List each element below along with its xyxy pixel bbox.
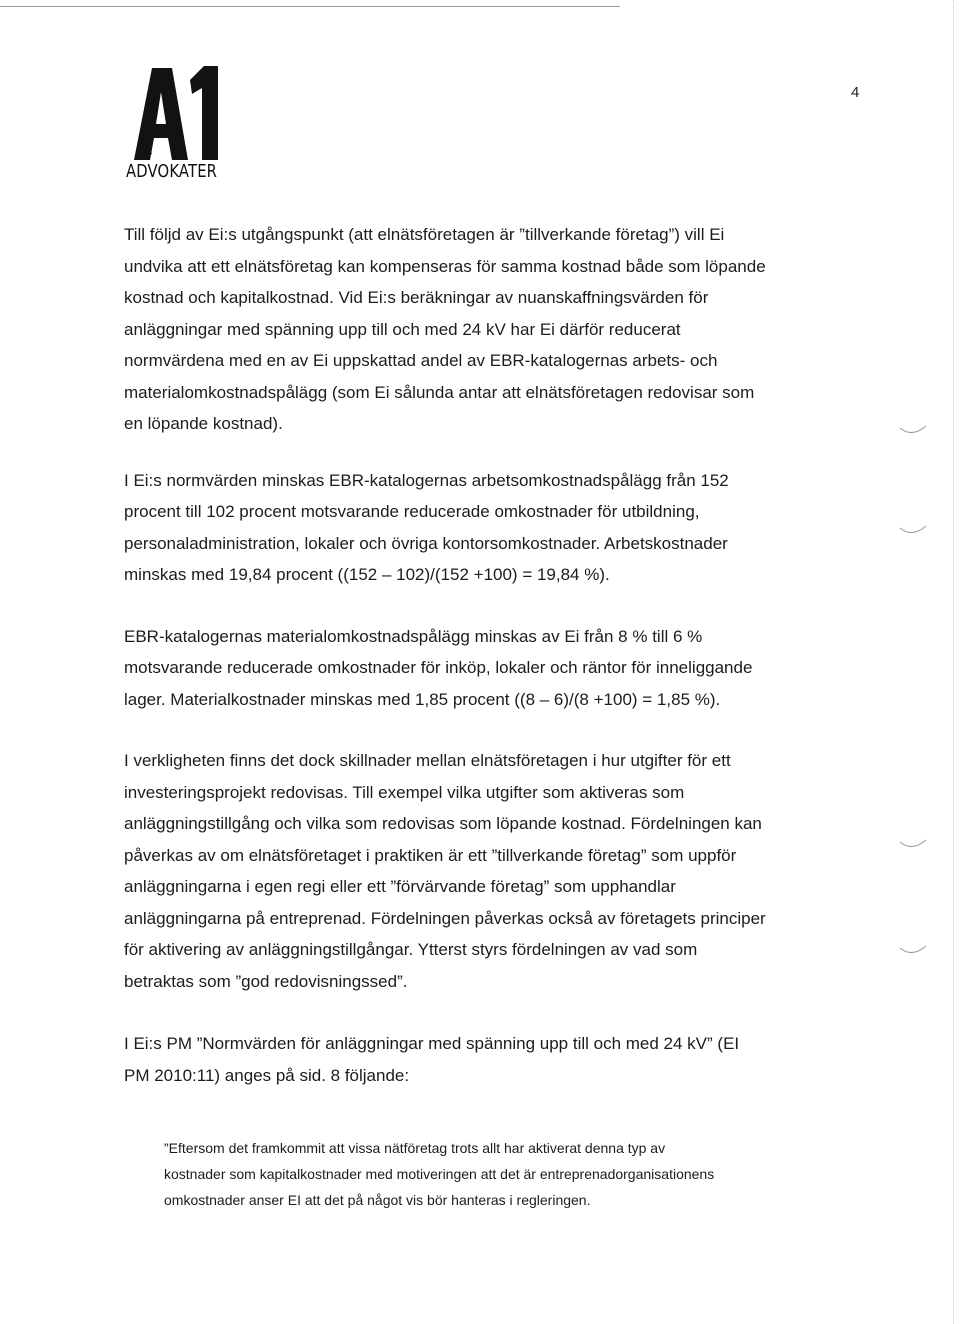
paragraph-3: EBR-katalogernas materialomkostnadspålägg minskas av Ei från 8 % till 6 % motsvarande reducerade omkostnader för inköp, lokaler och räntor för inneliggande lager. Materialkostnader minskas med 1,85 procent ((8 – 6)/(8 +100) = 1,85 %). — [124, 626, 753, 709]
firm-logo — [124, 62, 224, 182]
a1-logo-mark — [132, 62, 222, 162]
top-edge-rule — [0, 6, 620, 7]
margin-tick-mark — [898, 424, 928, 438]
margin-tick-mark — [898, 944, 928, 958]
margin-tick-mark — [898, 838, 928, 852]
page-number: 4 — [851, 84, 860, 101]
paragraph-4: I verkligheten finns det dock skillnader mellan elnätsföretagen i hur utgifter för ett investeringsprojekt redovisas. Till exempel vilka utgifter som aktiveras som anläggningstillgång och vilka som redovisas som löpande kostnad. Fördelningen kan påverkas av om elnätsföretaget i praktiken är ett ”tillverkande företag” som uppför anläggningarna i egen regi eller ett ”förvärvande företag” som upphandlar anläggningarna på entreprenad. Fördelningen påverkas också av företagets principer för aktivering av anläggningstillgångar. Ytterst styrs fördelningen av vad som betraktas som ”god redovisningssed”. — [124, 751, 766, 991]
margin-tick-mark — [898, 524, 928, 538]
paragraph-2: I Ei:s normvärden minskas EBR-katalogernas arbetsomkostnadspålägg från 152 procent till 102 procent motsvarande reducerade omkostnader för utbildning, personaladministration, lokaler och övriga kontorsomkostnader. Arbetskostnader minskas med 19,84 procent ((152 – 102)/(152 +100) = 19,84 %). — [124, 470, 729, 584]
paragraph-5: I Ei:s PM ”Normvärden för anläggningar med spänning upp till och med 24 kV” (EI PM 2010:11) anges på sid. 8 följande: — [124, 1034, 740, 1085]
firm-name: ADVOKATER — [126, 161, 218, 182]
paragraph-1: Till följd av Ei:s utgångspunkt (att elnätsföretagen är ”tillverkande företag”) vill Ei undvika att ett elnätsföretag kan kompenseras för samma kostnad både som löpande kostnad och kapitalkostnad. Vid Ei:s beräkningar av nuanskaffningsvärden för anläggningar med spänning upp till och med 24 kV har Ei därför reducerat normvärdena med en av Ei uppskattad andel av EBR-katalogernas arbets- och materialomkostnadspålägg (som Ei sålunda antar att elnätsföretagen redovisar som en löpande kostnad). — [124, 225, 766, 433]
document-body — [124, 219, 824, 1213]
quoted-passage: ”Eftersom det framkommit att vissa nätföretag trots allt har aktiverat denna typ av kostnader som kapitalkostnader med motiveringen att det är entreprenadorganisationens omkostnader anser EI att det på något vis bör hanteras i regleringen. — [164, 1140, 715, 1208]
scan-edge-line — [953, 0, 954, 1324]
